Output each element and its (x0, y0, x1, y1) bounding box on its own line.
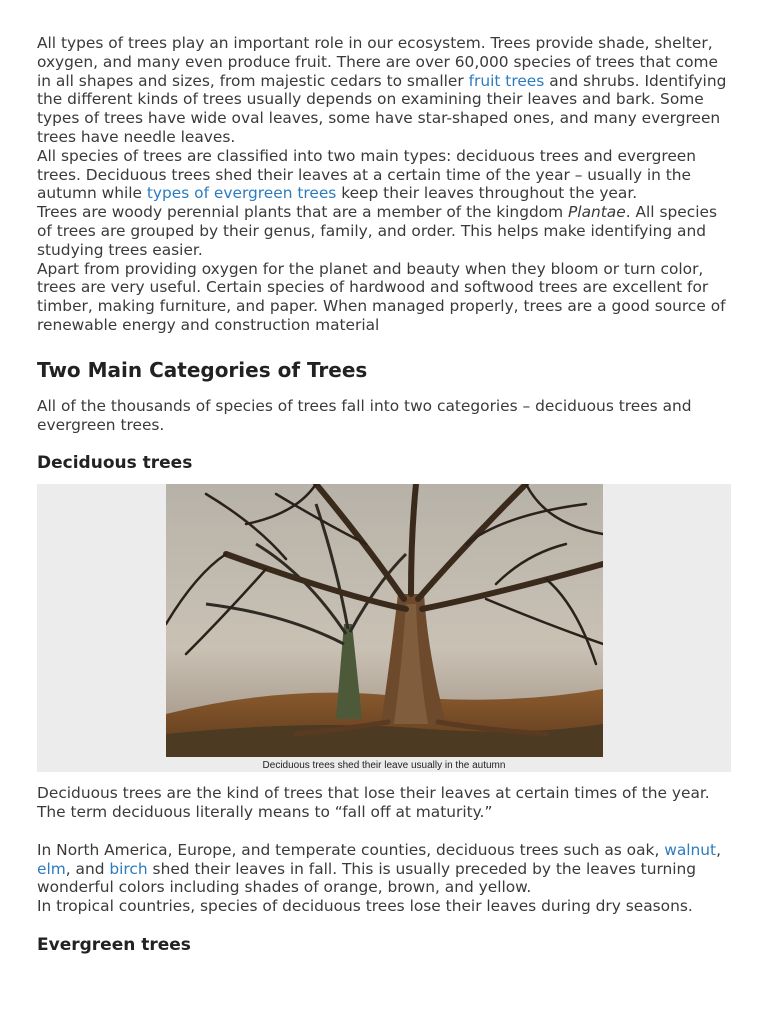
elm-link[interactable]: elm (37, 859, 66, 878)
section-intro: All of the thousands of species of trees fall into two categories – deciduous trees and evergreen trees. (37, 396, 692, 434)
text: and shrubs. Identifying the different kinds of trees usually depends on examining their leaves and bark. Some types of trees have wide oval leaves, some have star-shaped ones, and many evergreen trees have needle leaves. (37, 71, 727, 146)
text: All types of trees play an important role in our ecosystem. Trees provide shade, shelter, oxygen, and many even produce fruit. There are over 60,000 species of trees that come in all shapes and sizes, from majestic cedars to smaller (37, 34, 718, 90)
text: keep their leaves throughout the year. (336, 184, 638, 203)
intro-paragraph-2 (37, 147, 731, 203)
deciduous-paragraph-3: In tropical countries, species of deciduous trees lose their leaves during dry seasons. (37, 897, 693, 916)
section-title: Two Main Categories of Trees (37, 357, 368, 382)
text: , and (65, 859, 110, 878)
text: Trees are woody perennial plants that are a member of the kingdom (37, 203, 569, 222)
fruit-trees-link[interactable]: fruit trees (468, 71, 545, 90)
tree-photo (166, 484, 603, 757)
plantae-emphasis: Plantae (568, 203, 626, 222)
text: All species of trees are classified into two main types: deciduous trees and evergreen trees. Deciduous trees shed their leaves at a certain time of the year – usually in the autumn while (37, 146, 697, 203)
walnut-link[interactable]: walnut (664, 840, 717, 859)
tree-illustration (166, 484, 603, 757)
evergreen-trees-link[interactable]: types of evergreen trees (146, 184, 337, 203)
birch-link[interactable]: birch (109, 859, 148, 878)
deciduous-paragraph-1: Deciduous trees are the kind of trees that lose their leaves at certain times of the year. The term deciduous literally means to “fall off at maturity.” (37, 784, 710, 822)
text: , (716, 840, 721, 859)
intro-paragraph-3 (37, 203, 731, 259)
deciduous-heading: Deciduous trees (37, 453, 193, 474)
intro-paragraph-1 (37, 34, 731, 147)
paragraph-gap (37, 822, 731, 841)
text: shed their leaves in fall. This is usually preceded by the leaves turning wonderful colors including shades of orange, brown, and yellow. (37, 859, 697, 897)
text: . All species of trees are grouped by their genus, family, and order. This helps make identifying and studying trees easier. (37, 203, 717, 259)
intro-paragraph-4: Apart from providing oxygen for the planet and beauty when they bloom or turn color, trees are very useful. Certain species of hardwood and softwood trees are excellent for timber, making furniture, and paper. When managed properly, trees are a good source of renewable energy and construction material (37, 259, 726, 334)
evergreen-heading: Evergreen trees (37, 934, 191, 955)
figure-caption: Deciduous trees shed their leave usually in the autumn (262, 760, 506, 772)
deciduous-paragraph-2 (37, 841, 731, 897)
text: In North America, Europe, and temperate counties, deciduous trees such as oak, (37, 840, 665, 859)
deciduous-figure (37, 484, 731, 772)
